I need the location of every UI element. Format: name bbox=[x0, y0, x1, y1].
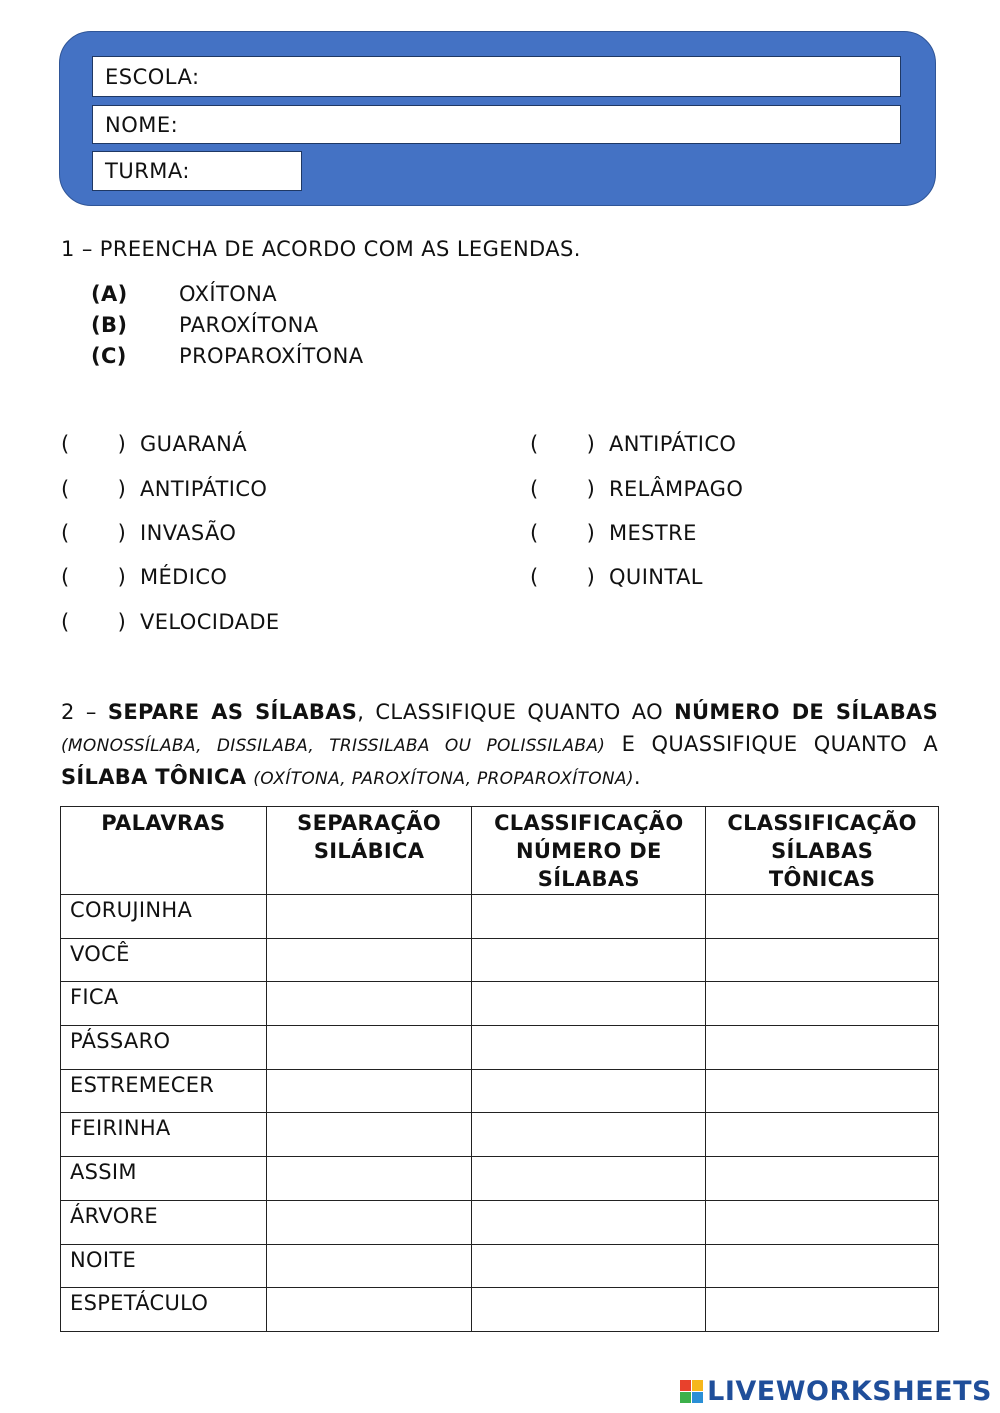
legend-item bbox=[91, 282, 277, 306]
header-separation: SEPARAÇÃO SILÁBICA bbox=[266, 807, 472, 895]
paren-open: ( bbox=[61, 565, 70, 589]
paren-open: ( bbox=[61, 610, 70, 634]
item-word: INVASÃO bbox=[140, 521, 237, 545]
answer-cell[interactable] bbox=[706, 1200, 939, 1244]
item-word: RELÂMPAGO bbox=[609, 477, 744, 501]
paren-close: ) bbox=[586, 432, 596, 456]
table-row bbox=[61, 1244, 939, 1288]
answer-cell[interactable] bbox=[472, 1200, 706, 1244]
answer-item[interactable] bbox=[61, 521, 236, 545]
header-words: PALAVRAS bbox=[61, 807, 267, 895]
answer-cell[interactable] bbox=[266, 982, 472, 1026]
answer-cell[interactable] bbox=[706, 1026, 939, 1070]
paren-close: ) bbox=[586, 565, 596, 589]
answer-cell[interactable] bbox=[472, 1113, 706, 1157]
item-word: MESTRE bbox=[609, 521, 697, 545]
header-stress: CLASSIFICAÇÃO SÍLABAS TÔNICAS bbox=[706, 807, 939, 895]
legend-label: PAROXÍTONA bbox=[179, 313, 319, 337]
legend-key: (A) bbox=[91, 282, 128, 306]
answer-cell[interactable] bbox=[706, 1288, 939, 1332]
answer-cell[interactable] bbox=[266, 895, 472, 939]
item-word: MÉDICO bbox=[140, 565, 228, 589]
paren-open: ( bbox=[530, 477, 539, 501]
header-panel bbox=[59, 31, 936, 206]
question-1-title: 1 – PREENCHA DE ACORDO COM AS LEGENDAS. bbox=[61, 237, 581, 261]
legend-key: (C) bbox=[91, 344, 127, 368]
paren-open: ( bbox=[530, 565, 539, 589]
answer-cell[interactable] bbox=[266, 1069, 472, 1113]
school-label: ESCOLA: bbox=[105, 64, 200, 89]
answer-cell[interactable] bbox=[706, 1157, 939, 1201]
answer-cell[interactable] bbox=[472, 938, 706, 982]
word-cell: FEIRINHA bbox=[61, 1113, 267, 1157]
table-row bbox=[61, 1200, 939, 1244]
answer-cell[interactable] bbox=[706, 1069, 939, 1113]
answer-cell[interactable] bbox=[706, 938, 939, 982]
paren-close: ) bbox=[117, 521, 127, 545]
answer-cell[interactable] bbox=[706, 982, 939, 1026]
word-cell: ESPETÁCULO bbox=[61, 1288, 267, 1332]
table-row bbox=[61, 938, 939, 982]
answer-cell[interactable] bbox=[706, 1113, 939, 1157]
answer-item[interactable] bbox=[61, 432, 247, 456]
paren-open: ( bbox=[530, 521, 539, 545]
word-cell: PÁSSARO bbox=[61, 1026, 267, 1070]
word-cell: ÁRVORE bbox=[61, 1200, 267, 1244]
item-word: ANTIPÁTICO bbox=[140, 477, 268, 501]
syllable-table bbox=[60, 806, 939, 1332]
legend-key: (B) bbox=[91, 313, 128, 337]
answer-cell[interactable] bbox=[706, 1244, 939, 1288]
paren-open: ( bbox=[61, 432, 70, 456]
paren-close: ) bbox=[117, 610, 127, 634]
paren-close: ) bbox=[586, 521, 596, 545]
legend-item bbox=[91, 344, 363, 368]
table-row bbox=[61, 982, 939, 1026]
liveworksheets-logo bbox=[680, 1376, 992, 1407]
legend-item bbox=[91, 313, 318, 337]
table-header-row bbox=[61, 807, 939, 895]
answer-item[interactable] bbox=[61, 610, 280, 634]
paren-open: ( bbox=[61, 477, 70, 501]
logo-square bbox=[692, 1392, 703, 1403]
paren-close: ) bbox=[117, 565, 127, 589]
answer-item[interactable] bbox=[61, 565, 227, 589]
class-field[interactable] bbox=[92, 151, 302, 191]
legend-label: OXÍTONA bbox=[179, 282, 277, 306]
answer-cell[interactable] bbox=[266, 1244, 472, 1288]
answer-item[interactable] bbox=[530, 521, 697, 545]
table-row bbox=[61, 895, 939, 939]
answer-cell[interactable] bbox=[266, 1026, 472, 1070]
name-field[interactable] bbox=[92, 105, 901, 144]
header-syllable-count: CLASSIFICAÇÃO NÚMERO DE SÍLABAS bbox=[472, 807, 706, 895]
answer-cell[interactable] bbox=[472, 1288, 706, 1332]
table-row bbox=[61, 1157, 939, 1201]
name-label: NOME: bbox=[105, 112, 179, 137]
table-row bbox=[61, 1288, 939, 1332]
paren-open: ( bbox=[61, 521, 70, 545]
answer-item[interactable] bbox=[530, 565, 703, 589]
table-row bbox=[61, 1026, 939, 1070]
logo-square bbox=[680, 1392, 691, 1403]
item-word: ANTIPÁTICO bbox=[609, 432, 737, 456]
paren-close: ) bbox=[117, 432, 127, 456]
word-cell: VOCÊ bbox=[61, 938, 267, 982]
answer-cell[interactable] bbox=[266, 938, 472, 982]
answer-cell[interactable] bbox=[472, 982, 706, 1026]
answer-cell[interactable] bbox=[266, 1288, 472, 1332]
paren-close: ) bbox=[586, 477, 596, 501]
answer-cell[interactable] bbox=[266, 1113, 472, 1157]
answer-cell[interactable] bbox=[472, 1069, 706, 1113]
word-cell: CORUJINHA bbox=[61, 895, 267, 939]
word-cell: ESTREMECER bbox=[61, 1069, 267, 1113]
class-label: TURMA: bbox=[105, 159, 190, 183]
word-cell: NOITE bbox=[61, 1244, 267, 1288]
legend-label: PROPAROXÍTONA bbox=[179, 344, 364, 368]
answer-cell[interactable] bbox=[266, 1200, 472, 1244]
answer-cell[interactable] bbox=[266, 1157, 472, 1201]
logo-text: LIVEWORKSHEETS bbox=[707, 1376, 992, 1407]
item-word: VELOCIDADE bbox=[140, 610, 280, 634]
answer-cell[interactable] bbox=[472, 1244, 706, 1288]
question-2-instructions: 2 – SEPARE AS SÍLABAS, CLASSIFIQUE QUANTO AO NÚMERO DE SÍLABAS (MONOSSÍLABA, DISSILABA, TRISSILABA OU POLISSILABA) E QUASSIFIQUE QUANTO A SÍLABA TÔNICA (OXÍTONA, PAROXÍTONA, PROPAROXÍTONA). bbox=[61, 700, 938, 789]
logo-mark-icon bbox=[680, 1380, 703, 1403]
logo-square bbox=[680, 1380, 691, 1391]
answer-cell[interactable] bbox=[472, 1157, 706, 1201]
answer-cell[interactable] bbox=[472, 1026, 706, 1070]
paren-open: ( bbox=[530, 432, 539, 456]
school-field[interactable] bbox=[92, 56, 901, 97]
word-cell: ASSIM bbox=[61, 1157, 267, 1201]
answer-item[interactable] bbox=[530, 477, 743, 501]
logo-square bbox=[692, 1380, 703, 1391]
paren-close: ) bbox=[117, 477, 127, 501]
item-word: GUARANÁ bbox=[140, 432, 247, 456]
answer-item[interactable] bbox=[61, 477, 267, 501]
table-row bbox=[61, 1069, 939, 1113]
item-word: QUINTAL bbox=[609, 565, 703, 589]
table-row bbox=[61, 1113, 939, 1157]
answer-item[interactable] bbox=[530, 432, 736, 456]
word-cell: FICA bbox=[61, 982, 267, 1026]
answer-cell[interactable] bbox=[706, 895, 939, 939]
answer-cell[interactable] bbox=[472, 895, 706, 939]
